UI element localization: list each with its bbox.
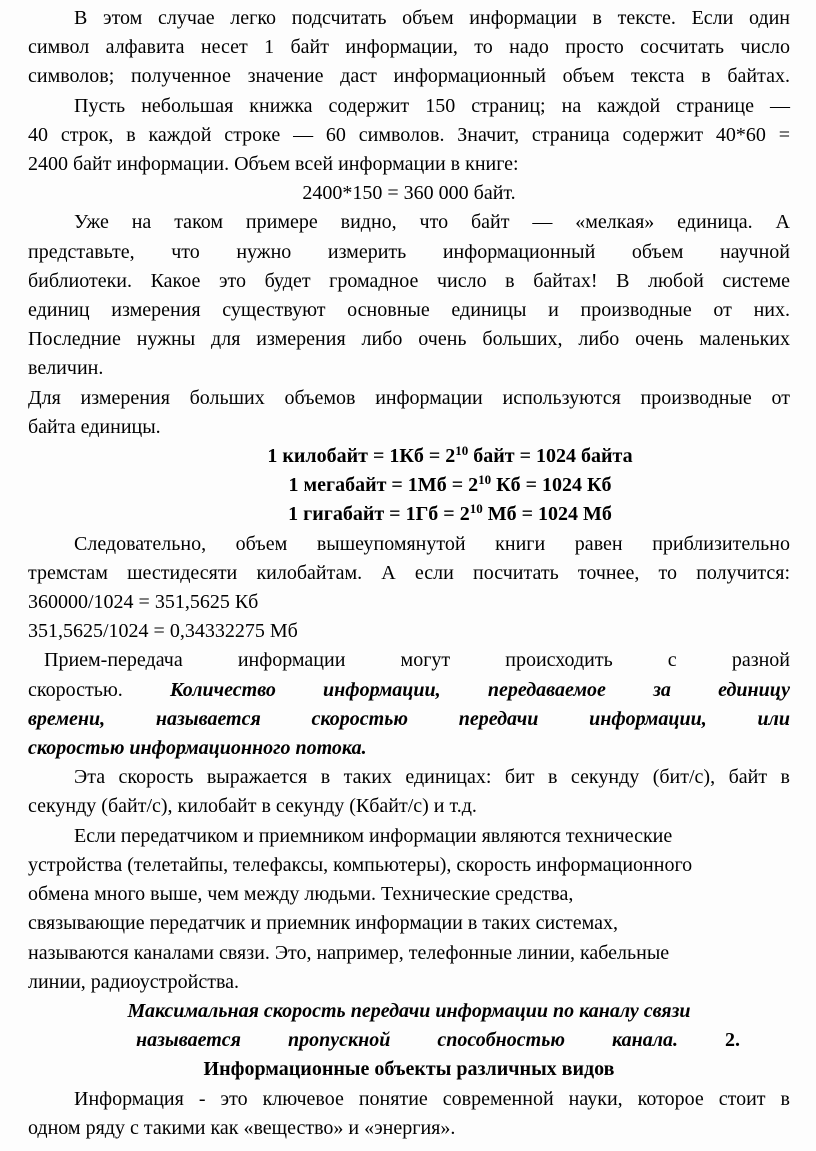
text-run: Следовательно, объем вышеупомянутой книги равен приблизительно <box>74 532 790 555</box>
para-book-example <box>28 92 790 180</box>
text-run: Уже на таком примере видно, что байт — «мелкая» единица. А <box>74 211 790 234</box>
text-line <box>28 909 790 938</box>
text-line <box>28 92 790 121</box>
para-information-concept <box>28 1085 790 1143</box>
text-line <box>28 471 790 500</box>
text-line <box>28 500 790 529</box>
para-byte-small-unit <box>28 208 790 383</box>
text-line <box>28 442 790 471</box>
unit-gigabyte <box>28 500 790 529</box>
text-run: связывающие передатчик и приемник информации в таких системах, <box>28 912 619 935</box>
text-line <box>28 296 790 325</box>
text-line <box>28 763 790 792</box>
text-line <box>28 354 790 383</box>
text-line <box>28 267 790 296</box>
text-run: 1 килобайт = 1Кб = 2 <box>267 445 456 468</box>
text-run: устройства (телетайпы, телефаксы, компьютеры), скорость информационного <box>28 853 693 876</box>
text-line <box>28 792 790 821</box>
text-line <box>28 559 790 588</box>
para-transfer-speed <box>28 646 790 763</box>
text-run: секунду (байт/с), килобайт в секунду (Кбайт/с) и т.д. <box>28 795 477 818</box>
text-run: обмена много выше, чем между людьми. Технические средства, <box>28 883 574 906</box>
text-run: символ алфавита несет 1 байт информации, то надо просто сосчитать число <box>28 36 790 59</box>
text-run: 360000/1024 = 351,5625 Кб <box>28 591 259 614</box>
text-line <box>28 1085 790 1114</box>
text-run: 351,5625/1024 = 0,34332275 Мб <box>28 620 298 643</box>
text-line <box>28 617 790 646</box>
text-run: Пусть небольшая книжка содержит 150 страниц; на каждой странице — <box>74 94 790 117</box>
text-run: Прием-передача информации могут происходить с разной <box>44 649 790 672</box>
text-run: Информация - это ключевое понятие современной науки, которое стоит в <box>74 1087 790 1110</box>
superscript-run: 10 <box>478 472 492 488</box>
text-line <box>28 238 790 267</box>
text-line <box>28 676 790 705</box>
para-book-kilobytes <box>28 530 790 588</box>
text-line <box>28 413 790 442</box>
text-run: Максимальная скорость передачи информации по каналу связи <box>127 999 691 1022</box>
text-line <box>28 968 790 997</box>
text-line <box>28 150 790 179</box>
superscript-run: 10 <box>469 501 483 517</box>
text-line <box>28 939 790 968</box>
text-line <box>28 851 790 880</box>
text-line <box>28 705 790 734</box>
text-run: символов; полученное значение даст информационный объем текста в байтах. <box>28 65 790 88</box>
text-line <box>28 646 790 675</box>
text-line <box>28 208 790 237</box>
text-run: линии, радиоустройства. <box>28 970 240 993</box>
unit-kilobyte <box>28 442 790 471</box>
text-run: Кб = 1024 Кб <box>491 474 612 497</box>
text-run: времени, называется скоростью передачи информации, или <box>28 707 790 730</box>
line-book-total <box>28 179 790 208</box>
text-run: называются каналами связи. Это, например, телефонные линии, кабельные <box>28 941 670 964</box>
text-run: библиотеки. Какое это будет громадное число в байтах! В любой системе <box>28 269 790 292</box>
text-run: байт = 1024 байта <box>468 445 633 468</box>
text-run: В этом случае легко подсчитать объем информации в тексте. Если один <box>74 7 790 29</box>
para-byte-counting <box>28 4 790 92</box>
text-run: представьте, что нужно измерить информационный объем научной <box>28 240 790 263</box>
line-max-speed-2 <box>28 1026 790 1055</box>
text-run: называется пропускной способностью канала. <box>136 1029 678 1052</box>
text-line <box>28 1055 790 1084</box>
text-run: тремстам шестидесяти килобайтам. А если посчитать точнее, то получится: <box>28 561 790 584</box>
text-run: Для измерения больших объемов информации используются производные от <box>28 386 790 409</box>
text-line <box>28 734 790 763</box>
text-line <box>28 33 790 62</box>
calc-mb <box>28 617 790 646</box>
text-run: 1 гигабайт = 1Гб = 2 <box>288 503 470 526</box>
text-run: Если передатчиком и приемником информации являются технические <box>74 824 673 847</box>
text-line <box>136 1026 740 1055</box>
text-run: 1 мегабайт = 1Мб = 2 <box>288 474 479 497</box>
text-run: скоростью информационного потока. <box>28 737 367 760</box>
text-run: 2. <box>677 1029 740 1052</box>
text-run: 2400*150 = 360 000 байт. <box>302 182 516 205</box>
text-line <box>28 384 790 413</box>
text-run: одном ряду с такими как «вещество» и «энергия». <box>28 1116 456 1139</box>
text-line <box>28 179 790 208</box>
text-run: Мб = 1024 Мб <box>482 503 612 526</box>
text-run: байта единицы. <box>28 415 161 438</box>
text-run: 40 строк, в каждой строке — 60 символов. Значит, страница содержит 40*60 = <box>28 123 790 146</box>
heading-info-objects <box>28 1055 790 1084</box>
para-speed-units <box>28 763 790 821</box>
para-derived-units-intro <box>28 384 790 442</box>
calc-kb <box>28 588 790 617</box>
text-run: Эта скорость выражается в таких единицах: бит в секунду (бит/с), байт в <box>74 766 790 789</box>
text-run: Количество информации, передаваемое за единицу <box>169 678 790 701</box>
text-run: величин. <box>28 357 104 380</box>
text-line <box>28 588 790 617</box>
text-run: 2400 байт информации. Объем всей информации в книге: <box>28 153 519 176</box>
para-communication-channels <box>28 822 790 997</box>
text-line <box>28 325 790 354</box>
text-line <box>28 880 790 909</box>
text-run: скоростью. <box>28 678 170 701</box>
superscript-run: 10 <box>455 443 469 459</box>
text-run: Информационные объекты различных видов <box>203 1058 615 1081</box>
text-line <box>28 121 790 150</box>
text-line <box>28 822 790 851</box>
text-line <box>28 997 790 1026</box>
line-max-speed-1 <box>28 997 790 1026</box>
text-line <box>28 4 790 33</box>
text-line <box>28 530 790 559</box>
text-run: единиц измерения существуют основные единицы и производные от них. <box>28 299 790 322</box>
unit-megabyte <box>28 471 790 500</box>
text-line <box>28 1114 790 1143</box>
text-line <box>28 62 790 91</box>
text-run: Последние нужны для измерения либо очень больших, либо очень маленьких <box>28 328 790 351</box>
